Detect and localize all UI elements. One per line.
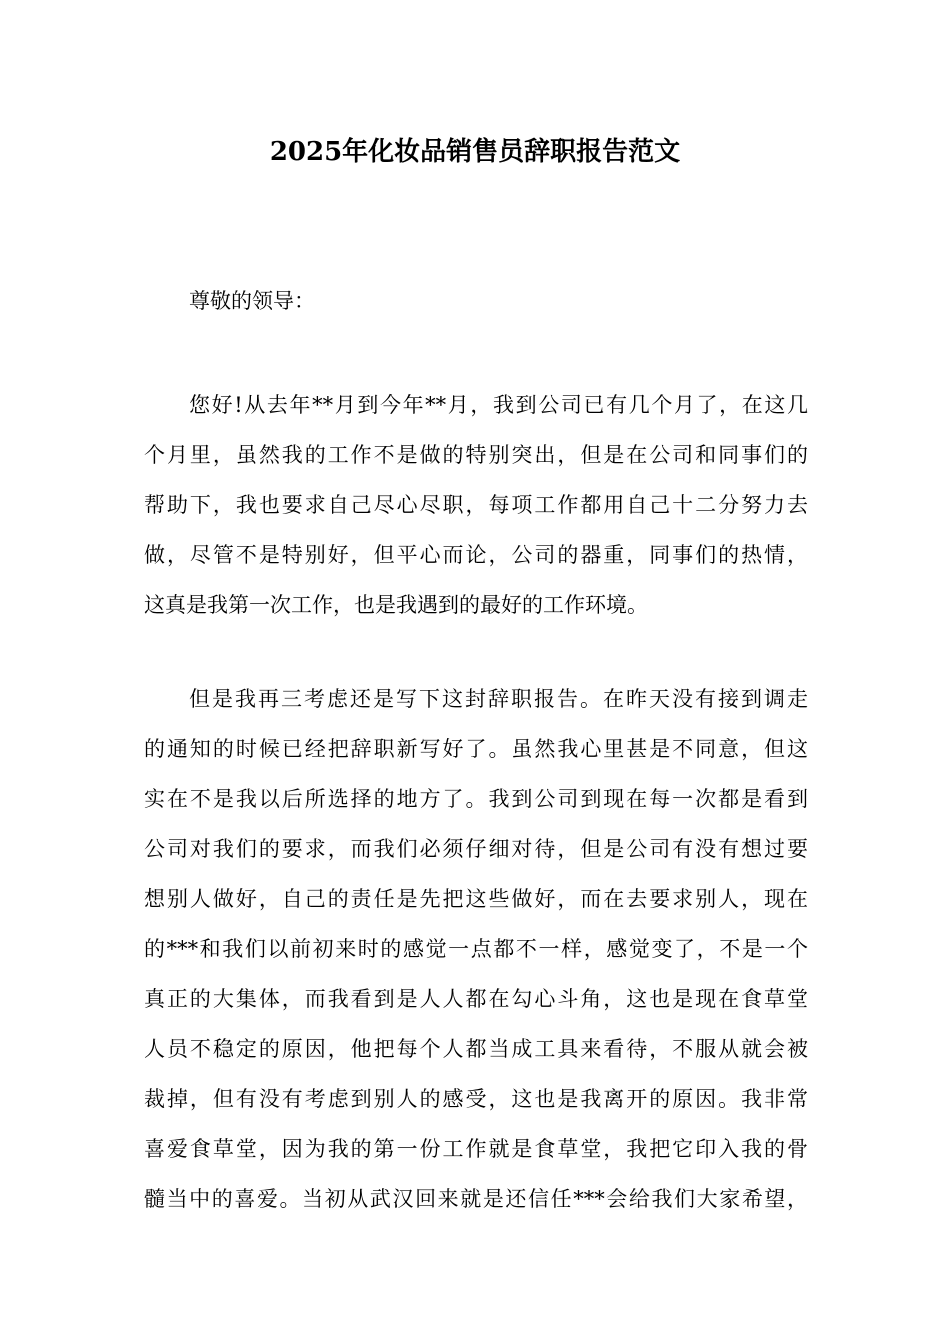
paragraph-line: 您好!从去年**月到今年**月，我到公司已有几个月了，在这几 [189,393,808,417]
paragraph-line: 做，尽管不是特别好，但平心而论，公司的器重，同事们的热情， [144,543,808,567]
paragraph-line: 裁掉，但有没有考虑到别人的感受，这也是我离开的原因。我非常 [144,1087,808,1111]
paragraph-1 [144,380,808,630]
paragraph-line: 但是我再三考虑还是写下这封辞职报告。在昨天没有接到调走 [189,687,808,711]
document-title: 2025年化妆品销售员辞职报告范文 [269,137,681,167]
paragraph-line: 想别人做好，自己的责任是先把这些做好，而在去要求别人，现在 [144,887,808,911]
paragraph-line: 帮助下，我也要求自己尽心尽职，每项工作都用自己十二分努力去 [144,493,808,517]
paragraph-line: 公司对我们的要求，而我们必须仔细对待，但是公司有没有想过要 [144,837,808,861]
paragraph-line: 髓当中的喜爱。当初从武汉回来就是还信任***会给我们大家希望， [144,1187,808,1211]
paragraph-line: 真正的大集体，而我看到是人人都在勾心斗角，这也是现在食草堂 [144,987,808,1011]
paragraph-line: 的通知的时候已经把辞职新写好了。虽然我心里甚是不同意，但这 [144,737,808,761]
paragraph-line: 这真是我第一次工作，也是我遇到的最好的工作环境。 [144,593,648,617]
paragraph-line: 实在不是我以后所选择的地方了。我到公司到现在每一次都是看到 [144,787,808,811]
paragraph-line: 人员不稳定的原因，他把每个人都当成工具来看待，不服从就会被 [144,1037,808,1061]
salutation: 尊敬的领导： [189,289,315,313]
paragraph-line: 个月里，虽然我的工作不是做的特别突出，但是在公司和同事们的 [144,443,808,467]
paragraph-2 [144,674,808,1224]
paragraph-line: 的***和我们以前初来时的感觉一点都不一样，感觉变了，不是一个 [144,937,808,961]
paragraph-line: 喜爱食草堂，因为我的第一份工作就是食草堂，我把它印入我的骨 [144,1137,808,1161]
